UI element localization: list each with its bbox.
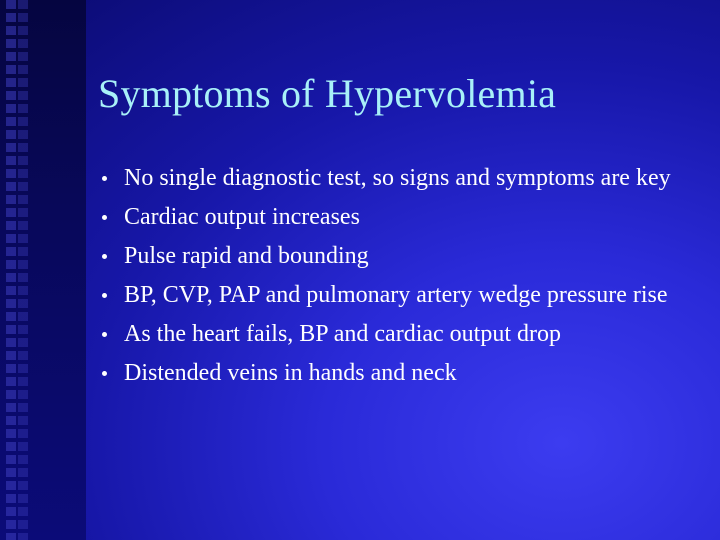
- bullet-item: [108, 280, 688, 310]
- bullet-text: No single diagnostic test, so signs and symptoms are key: [124, 165, 671, 191]
- bullet-item: [108, 163, 688, 193]
- decorative-left-band: [0, 0, 86, 540]
- bullet-item: [108, 319, 688, 349]
- bullet-list: [108, 163, 688, 397]
- bullet-dot-icon: [102, 215, 107, 220]
- bullet-text: As the heart fails, BP and cardiac output drop: [124, 321, 561, 347]
- slide-title: Symptoms of Hypervolemia: [98, 71, 557, 116]
- bullet-text: Distended veins in hands and neck: [124, 360, 457, 386]
- decorative-square-column: [18, 0, 28, 540]
- bullet-dot-icon: [102, 176, 107, 181]
- bullet-text: Cardiac output increases: [124, 204, 360, 230]
- bullet-item: [108, 202, 688, 232]
- bullet-item: [108, 358, 688, 388]
- bullet-dot-icon: [102, 332, 107, 337]
- bullet-item: [108, 241, 688, 271]
- bullet-dot-icon: [102, 371, 107, 376]
- bullet-dot-icon: [102, 293, 107, 298]
- decorative-square-column: [6, 0, 16, 540]
- bullet-text: BP, CVP, PAP and pulmonary artery wedge pressure rise: [124, 282, 668, 308]
- bullet-text: Pulse rapid and bounding: [124, 243, 369, 269]
- bullet-dot-icon: [102, 254, 107, 259]
